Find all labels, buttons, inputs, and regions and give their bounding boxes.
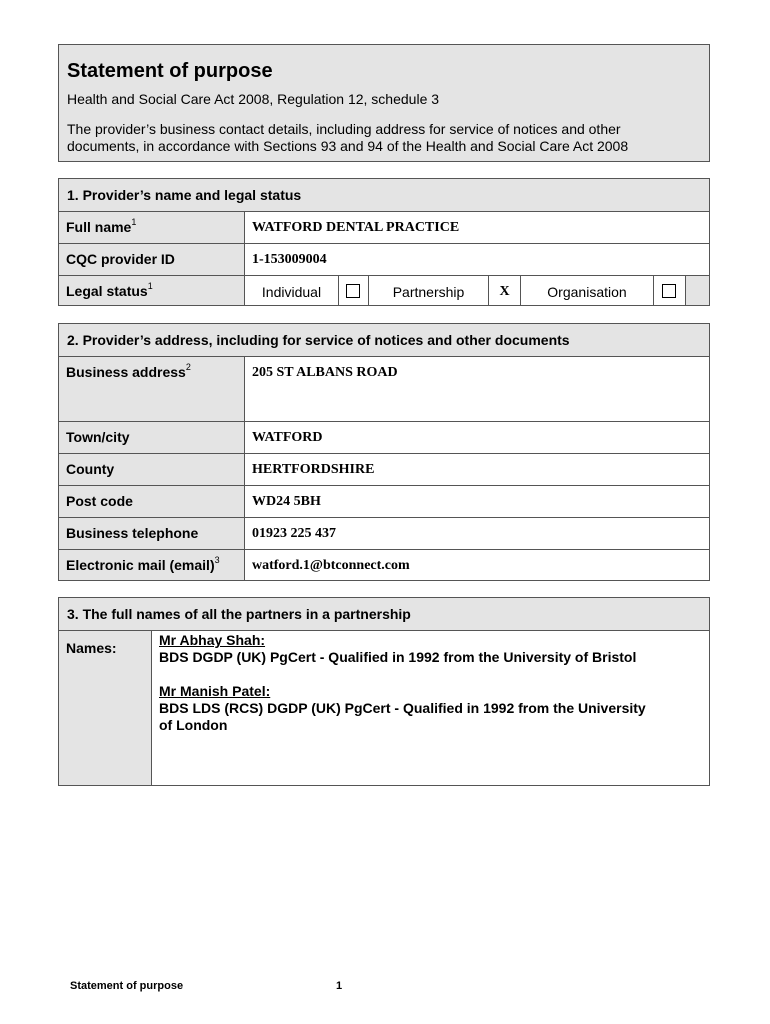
town-label: Town/city	[59, 422, 245, 453]
town-value[interactable]: WATFORD	[252, 430, 323, 445]
section-2-heading: 2. Provider’s address, including for service of notices and other documents	[59, 324, 709, 356]
footnote-ref-2: 2	[185, 362, 191, 372]
cqc-id-value[interactable]: 1-153009004	[252, 252, 327, 267]
footer-label: Statement of purpose	[70, 980, 184, 992]
section-provider-address	[58, 323, 710, 581]
postcode-row	[59, 485, 709, 517]
option-organisation-label: Organisation	[521, 276, 654, 305]
option-individual-checkbox[interactable]	[339, 276, 369, 305]
partners-list	[152, 631, 709, 785]
partner-1-detail: BDS DGDP (UK) PgCert - Qualified in 1992 from the University of Bristol	[159, 649, 637, 665]
footnote-ref-1b: 1	[147, 281, 153, 291]
section-provider-name	[58, 178, 710, 306]
postcode-label: Post code	[59, 486, 245, 517]
partner-2-name: Mr Manish Patel:	[159, 683, 271, 699]
business-address-value[interactable]: 205 ST ALBANS ROAD	[252, 365, 398, 380]
page-number: 1	[336, 980, 343, 992]
partner-2-detail-line-2: of London	[159, 717, 228, 733]
option-organisation-checkbox[interactable]	[654, 276, 686, 305]
cqc-id-label: CQC provider ID	[59, 244, 245, 275]
header-box	[58, 44, 710, 162]
telephone-row	[59, 517, 709, 549]
business-address-row	[59, 356, 709, 421]
names-label: Names:	[59, 631, 152, 785]
business-address-label: Business address$^2$	[59, 357, 245, 421]
county-row	[59, 453, 709, 485]
description-line-1: The provider’s business contact details, including address for service of notices and other	[67, 121, 621, 137]
checkbox-icon	[346, 284, 360, 298]
checkbox-icon	[662, 284, 676, 298]
telephone-label: Business telephone	[59, 518, 245, 549]
postcode-value[interactable]: WD24 5BH	[252, 494, 321, 509]
description-line-2: documents, in accordance with Sections 93 and 94 of the Health and Social Care Act 2008	[67, 138, 629, 154]
section-1-heading: 1. Provider’s name and legal status	[59, 179, 709, 211]
email-label: Electronic mail (email)$^3$	[59, 550, 245, 580]
page-title: Statement of purpose	[67, 60, 273, 82]
county-label: County	[59, 454, 245, 485]
footnote-ref-3: 3	[214, 555, 220, 565]
partner-1-name: Mr Abhay Shah:	[159, 632, 266, 648]
section-3-heading: 3. The full names of all the partners in a partnership	[59, 598, 709, 630]
full-name-row	[59, 211, 709, 243]
telephone-value[interactable]: 01923 225 437	[252, 526, 336, 541]
full-name-label: Full name$^1$	[59, 212, 245, 243]
legal-status-row	[59, 275, 709, 305]
legal-status-label: Legal status$^1$	[59, 276, 245, 305]
names-row	[59, 630, 709, 785]
option-individual-label: Individual	[245, 276, 339, 305]
option-partnership-checkbox[interactable]: X	[489, 276, 521, 305]
cqc-id-row	[59, 243, 709, 275]
partner-2-detail-line-1: BDS LDS (RCS) DGDP (UK) PgCert - Qualified in 1992 from the University	[159, 700, 646, 716]
full-name-value[interactable]: WATFORD DENTAL PRACTICE	[252, 220, 460, 235]
option-partnership-label: Partnership	[369, 276, 489, 305]
page-subtitle: Health and Social Care Act 2008, Regulation 12, schedule 3	[67, 91, 440, 107]
email-value[interactable]: watford.1@btconnect.com	[252, 558, 410, 573]
section-partners	[58, 597, 710, 786]
county-value[interactable]: HERTFORDSHIRE	[252, 462, 375, 477]
footnote-ref-1: 1	[131, 217, 137, 227]
email-row	[59, 549, 709, 580]
town-row	[59, 421, 709, 453]
legal-status-filler	[686, 276, 709, 305]
